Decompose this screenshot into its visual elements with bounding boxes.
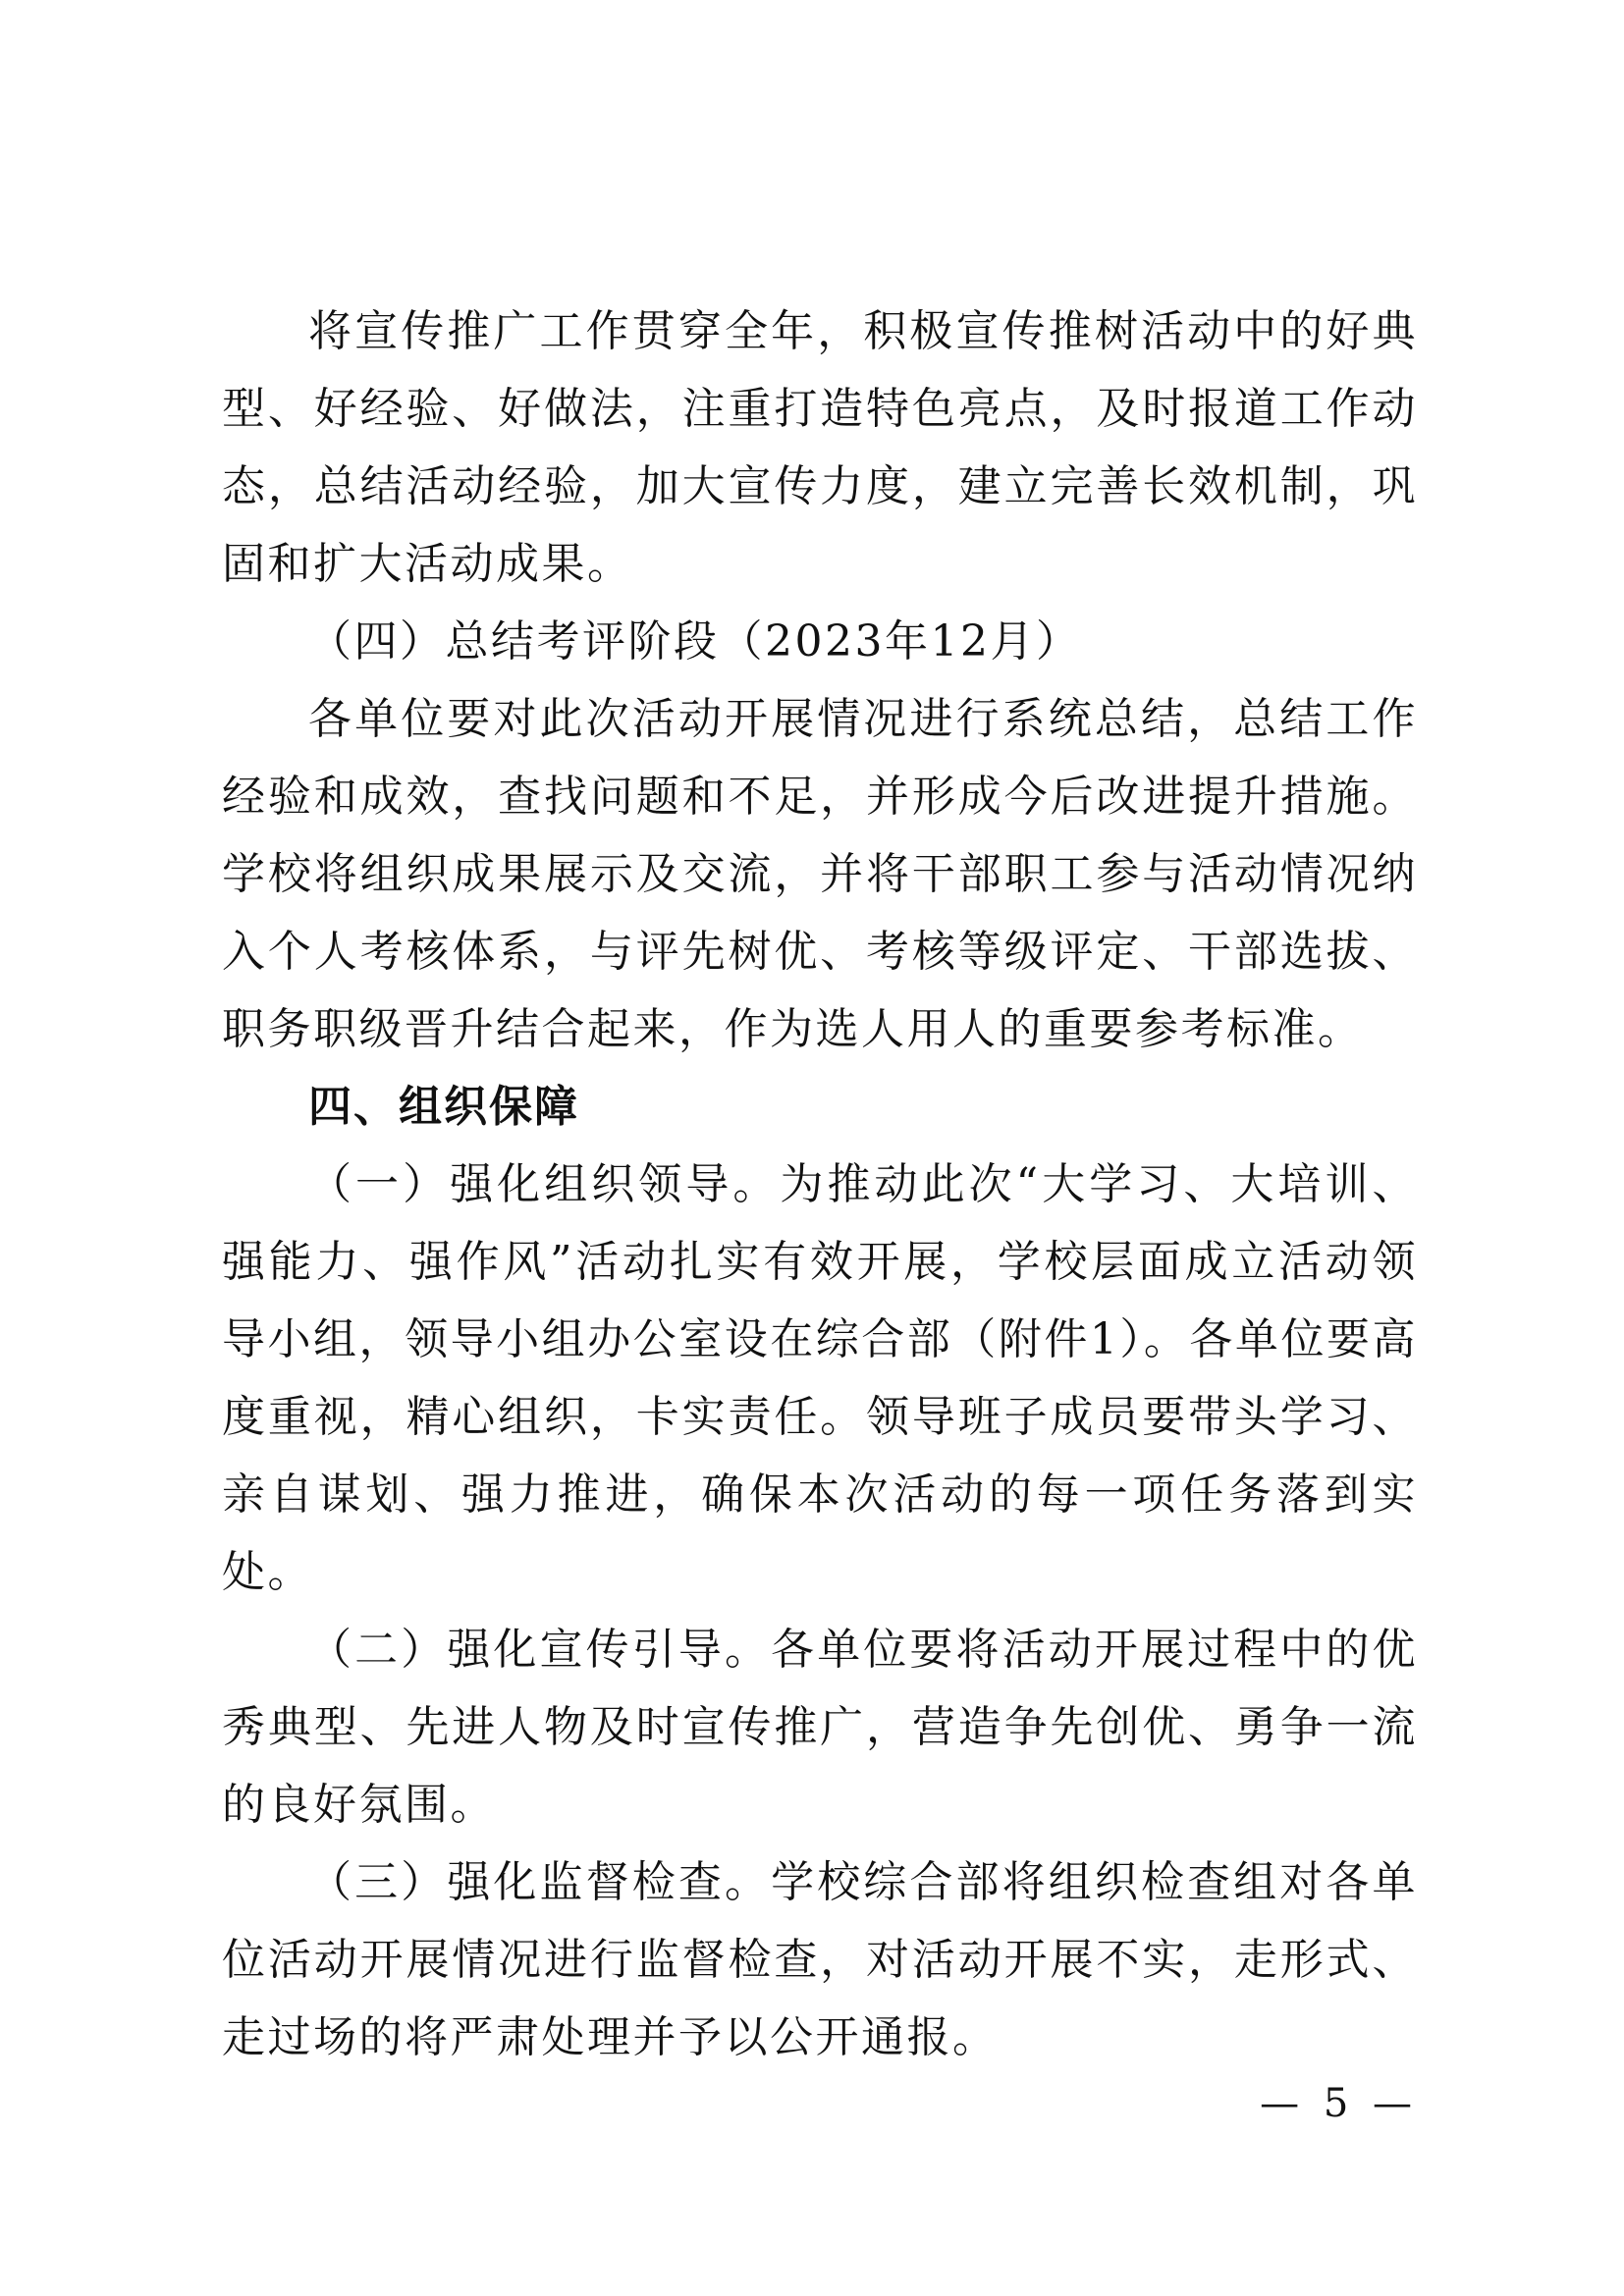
paragraph-publicity: 将宣传推广工作贯穿全年，积极宣传推树活动中的好典型、好经验、好做法，注重打造特色亮点，及时报道工作动态，总结活动经验，加大宣传力度，建立完善长效机制，巩固和扩大活动成果。: [222, 306, 1418, 589]
paragraph-stage-four-title: （四）总结考评阶段（2023年12月）: [308, 616, 1082, 667]
section-heading-organization: 四、组织保障: [308, 1082, 579, 1132]
paragraph-leadership: （一）强化组织领导。为推动此次“大学习、大培训、强能力、强作风”活动扎实有效开展，学校层面成立活动领导小组，领导小组办公室设在综合部（附件1）。各单位要高度重视，精心组织，卡实责任。领导班子成员要带头学习、亲自谋划、强力推进，确保本次活动的每一项任务落到实处。: [222, 1159, 1418, 1597]
paragraph-publicity-guidance: （二）强化宣传引导。各单位要将活动开展过程中的优秀典型、先进人物及时宣传推广，营造争先创优、勇争一流的良好氛围。: [222, 1625, 1418, 1830]
paragraph-supervision: （三）强化监督检查。学校综合部将组织检查组对各单位活动开展情况进行监督检查，对活动开展不实，走形式、走过场的将严肃处理并予以公开通报。: [222, 1857, 1418, 2062]
document-body: [222, 293, 1418, 2076]
page-number: — 5 —: [1260, 2081, 1418, 2126]
paragraph-summary-evaluation: 各单位要对此次活动开展情况进行系统总结，总结工作经验和成效，查找问题和不足，并形成今后改进提升措施。学校将组织成果展示及交流，并将干部职工参与活动情况纳入个人考核体系，与评先树优、考核等级评定、干部选拔、职务职级晋升结合起来，作为选人用人的重要参考标准。: [222, 694, 1418, 1054]
